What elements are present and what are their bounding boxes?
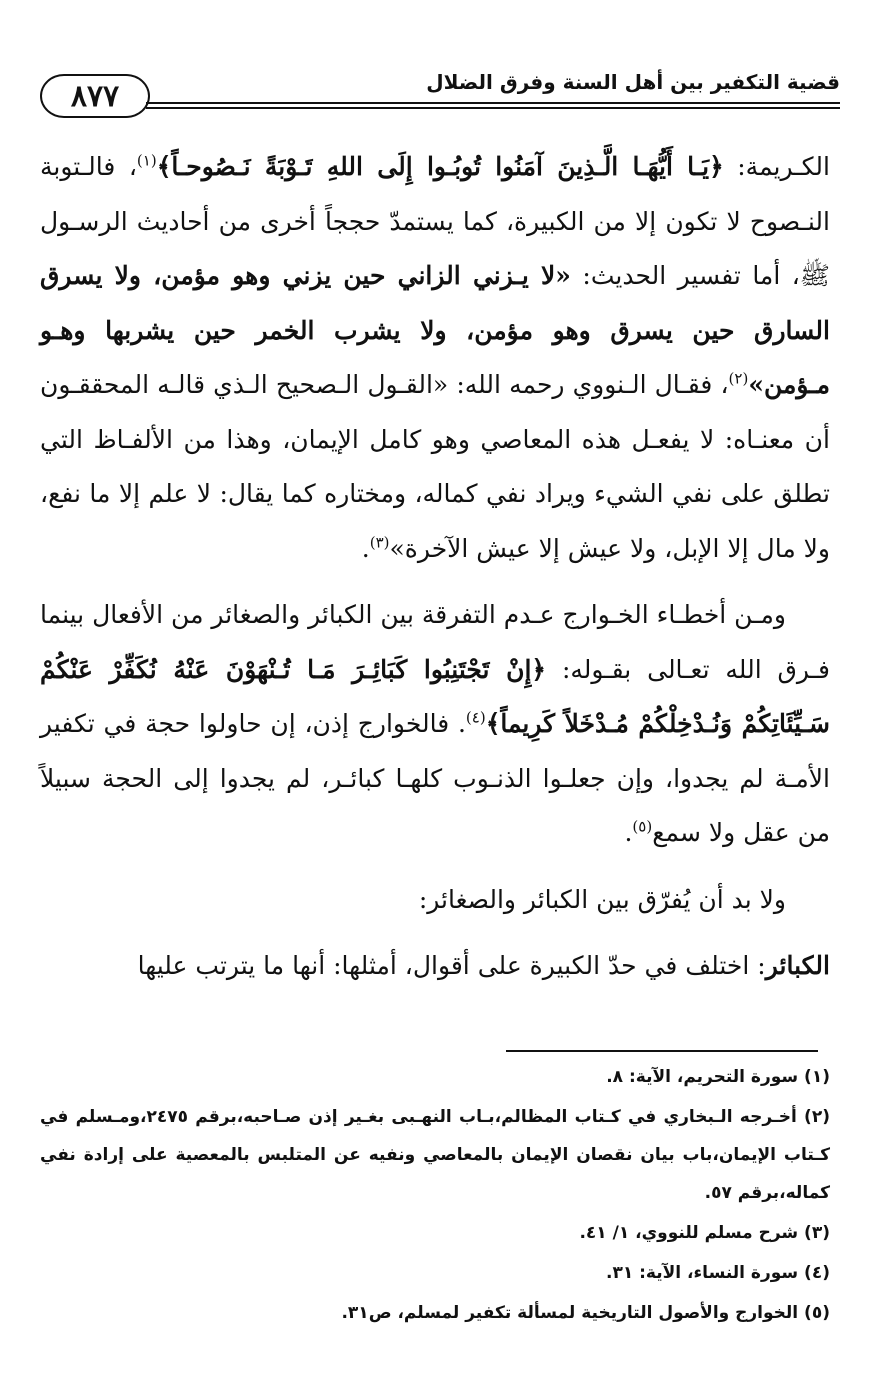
footnote-ref[interactable]: (١) xyxy=(136,151,157,170)
text-run: الكـريمة: xyxy=(723,152,830,181)
quran-verse: ﴿يَـا أَيُّهَـا الَّـذِينَ آمَنُوا تُوبُـوا إِلَى اللهِ تَـوْبَةً نَـصُوحـاً﴾ xyxy=(156,152,724,181)
text-run: ، فالـتوبة النـصوح لا تكون إلا من الكبيرة، كما يستمدّ حججاً أخرى من أحاديث الرسـول ﷺ، أما تفسير الحديث: xyxy=(40,152,831,290)
main-text xyxy=(40,140,830,994)
paragraph: ولا بد أن يُفرّق بين الكبائر والصغائر: xyxy=(418,884,786,914)
text-run: ومـن أخطـاء الخـوارج عـدم التفرقة بين الكبائر والصغائر من الأفعال بينما فـرق الله تعـالى بقـوله: xyxy=(40,600,830,684)
paragraph xyxy=(40,939,830,994)
footnote: (٤) سورة النساء، الآية: ٣١. xyxy=(605,1263,830,1283)
footnote: (٢) أخـرجه الـبخاري في كـتاب المظالم،بـاب النهـبى بغـير إذن صـاحبه،برقم ٢٤٧٥،ومـسلم في كـتاب الإيمان،باب بيان نقصان الإيمان بالمعاصي ونفيه عن المتلبس بالمعصية على إرادة نفي كماله،برقم ٥٧. xyxy=(40,1107,830,1203)
running-header xyxy=(40,58,840,128)
hadith-quote: «لا يـزني الزاني حين يزني وهو مؤمن، ولا يسرق السارق حين يسرق وهو مؤمن، ولا يشرب الخمر حين يشربها وهـو مـؤمن» xyxy=(40,261,830,399)
text-run: ، فقـال الـنووي رحمه الله: «القـول الـصحيح الـذي قالـه المحققـون أن معنـاه: لا يفعـل هذه المعاصي وهو كامل الإيمان، وهذا من الألفـاظ التي تطلق على نفي الشيء ويراد نفي كماله، ومختاره كما يقال: لا علم إلا ما نفع، ولا مال إلا الإبل، ولا عيش إلا عيش الآخرة» xyxy=(40,370,830,563)
header-title: قضية التكفير بين أهل السنة وفرق الضلال xyxy=(426,70,840,94)
paragraph xyxy=(40,588,830,861)
quran-verse: ﴿إِنْ تَجْتَنِبُوا كَبَائِـرَ مَـا تُـنْهَوْنَ عَنْهُ نُكَفِّرْ عَنْكُمْ سَـيِّئَاتِكُمْ وَنُـدْخِلْكُمْ مُـدْخَلاً كَرِيماً﴾ xyxy=(40,654,830,738)
term-heading: الكبائر xyxy=(765,951,830,980)
paragraph xyxy=(40,140,830,576)
footnote: (٣) شرح مسلم للنووي، ١/ ٤١. xyxy=(579,1223,830,1243)
footnote: (١) سورة التحريم، الآية: ٨. xyxy=(606,1067,830,1087)
footnote-ref[interactable]: (٤) xyxy=(465,708,486,727)
text-run: . xyxy=(361,533,370,563)
text-run: . xyxy=(624,818,633,847)
text-run: . فالخوارج إذن، إن حاولوا حجة في تكفير الأمـة لم يجدوا، وإن جعلـوا الذنـوب كلهـا كبائـر، لم يجدوا إلى الحجة سبيلاً من عقل ولا سمع xyxy=(40,709,830,847)
footnote-ref[interactable]: (٢) xyxy=(728,369,749,388)
footnote-ref[interactable]: (٥) xyxy=(632,817,653,836)
footnote-separator xyxy=(506,1050,818,1052)
footnotes xyxy=(40,1058,830,1334)
footnote-ref[interactable]: (٣) xyxy=(369,533,390,552)
header-rule xyxy=(146,102,840,104)
footnote: (٥) الخوارج والأصول التاريخية لمسألة تكفير لمسلم، ص٣١. xyxy=(341,1303,830,1323)
page-number: ٨٧٧ xyxy=(40,74,150,118)
header-rule xyxy=(146,107,840,109)
text-run: : اختلف في حدّ الكبيرة على أقوال، أمثلها: أنها ما يترتب عليها xyxy=(137,951,766,980)
